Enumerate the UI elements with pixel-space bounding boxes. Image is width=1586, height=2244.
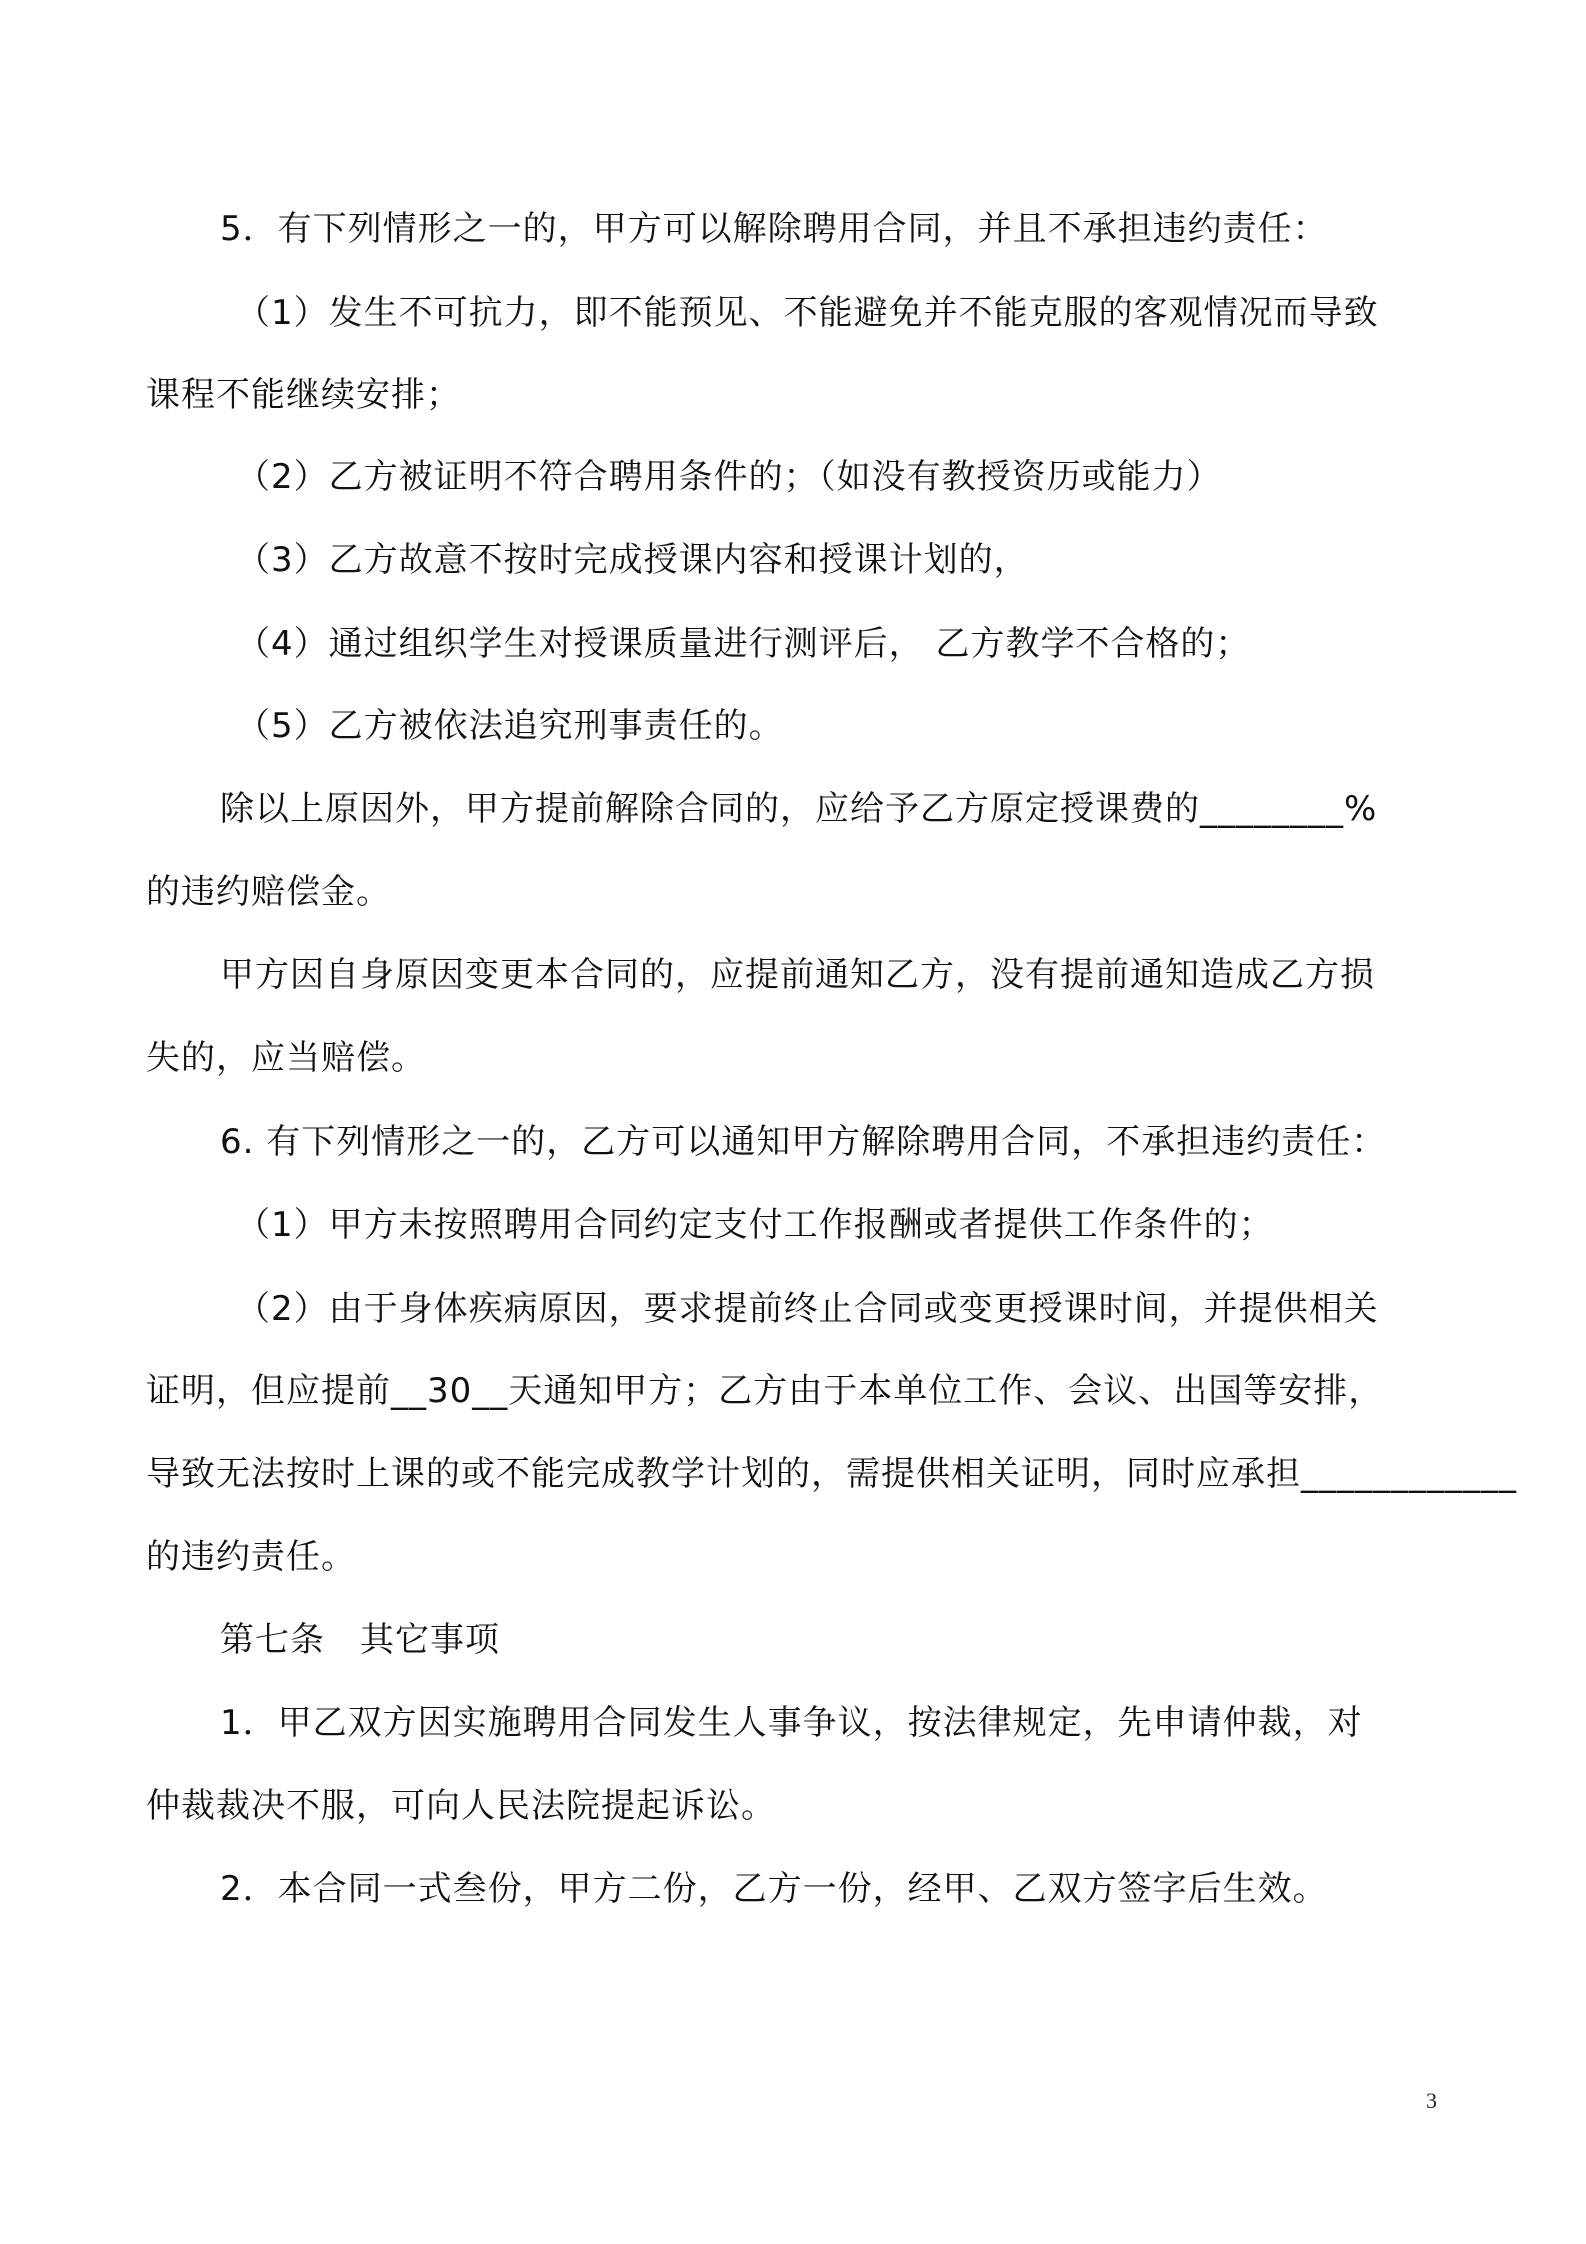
article-7-item-1-line-1: 1．甲乙双方因实施聘用合同发生人事争议，按法律规定，先申请仲裁，对 bbox=[220, 1703, 1363, 1743]
clause-6-item-2-line-2: 证明，但应提前__30__天通知甲方；乙方由于本单位工作、会议、出国等安排， bbox=[146, 1371, 1384, 1411]
clause-6-item-1: （1）甲方未按照聘用合同约定支付工作报酬或者提供工作条件的； bbox=[236, 1205, 1274, 1245]
early-termination-compensation-line-2: 的违约赔偿金。 bbox=[146, 872, 391, 912]
clause-6-heading: 6. 有下列情形之一的，乙方可以通知甲方解除聘用合同，不承担违约责任： bbox=[220, 1122, 1387, 1162]
clause-6-item-2-line-3: 导致无法按时上课的或不能完成教学计划的，需提供相关证明，同时应承担____________ bbox=[146, 1454, 1517, 1494]
article-7-item-2: 2．本合同一式叁份，甲方二份，乙方一份，经甲、乙双方签字后生效。 bbox=[220, 1869, 1328, 1909]
clause-5-item-2: （2）乙方被证明不符合聘用条件的；（如没有教授资历或能力） bbox=[236, 457, 1222, 497]
contract-change-line-1: 甲方因自身原因变更本合同的，应提前通知乙方，没有提前通知造成乙方损 bbox=[220, 955, 1375, 995]
article-7-heading: 第七条 其它事项 bbox=[220, 1620, 500, 1660]
article-7-item-1-line-2: 仲裁裁决不服，可向人民法院提起诉讼。 bbox=[146, 1786, 776, 1826]
contract-change-line-2: 失的，应当赔偿。 bbox=[146, 1038, 426, 1078]
clause-5-item-1-line-2: 课程不能继续安排； bbox=[146, 375, 461, 415]
clause-5-item-1-line-1: （1）发生不可抗力，即不能预见、不能避免并不能克服的客观情况而导致 bbox=[236, 293, 1379, 333]
clause-6-item-2-line-1: （2）由于身体疾病原因，要求提前终止合同或变更授课时间，并提供相关 bbox=[236, 1289, 1379, 1329]
clause-5-heading: 5．有下列情形之一的，甲方可以解除聘用合同，并且不承担违约责任： bbox=[220, 209, 1328, 249]
page-number: 3 bbox=[1426, 2088, 1437, 2113]
clause-6-item-2-line-4: 的违约责任。 bbox=[146, 1537, 356, 1577]
clause-5-item-4: （4）通过组织学生对授课质量进行测评后， 乙方教学不合格的； bbox=[236, 624, 1251, 664]
clause-5-item-5: （5）乙方被依法追究刑事责任的。 bbox=[236, 706, 784, 746]
early-termination-compensation-line-1: 除以上原因外，甲方提前解除合同的，应给予乙方原定授课费的________% bbox=[220, 789, 1378, 829]
clause-5-item-3: （3）乙方故意不按时完成授课内容和授课计划的， bbox=[236, 540, 1029, 580]
